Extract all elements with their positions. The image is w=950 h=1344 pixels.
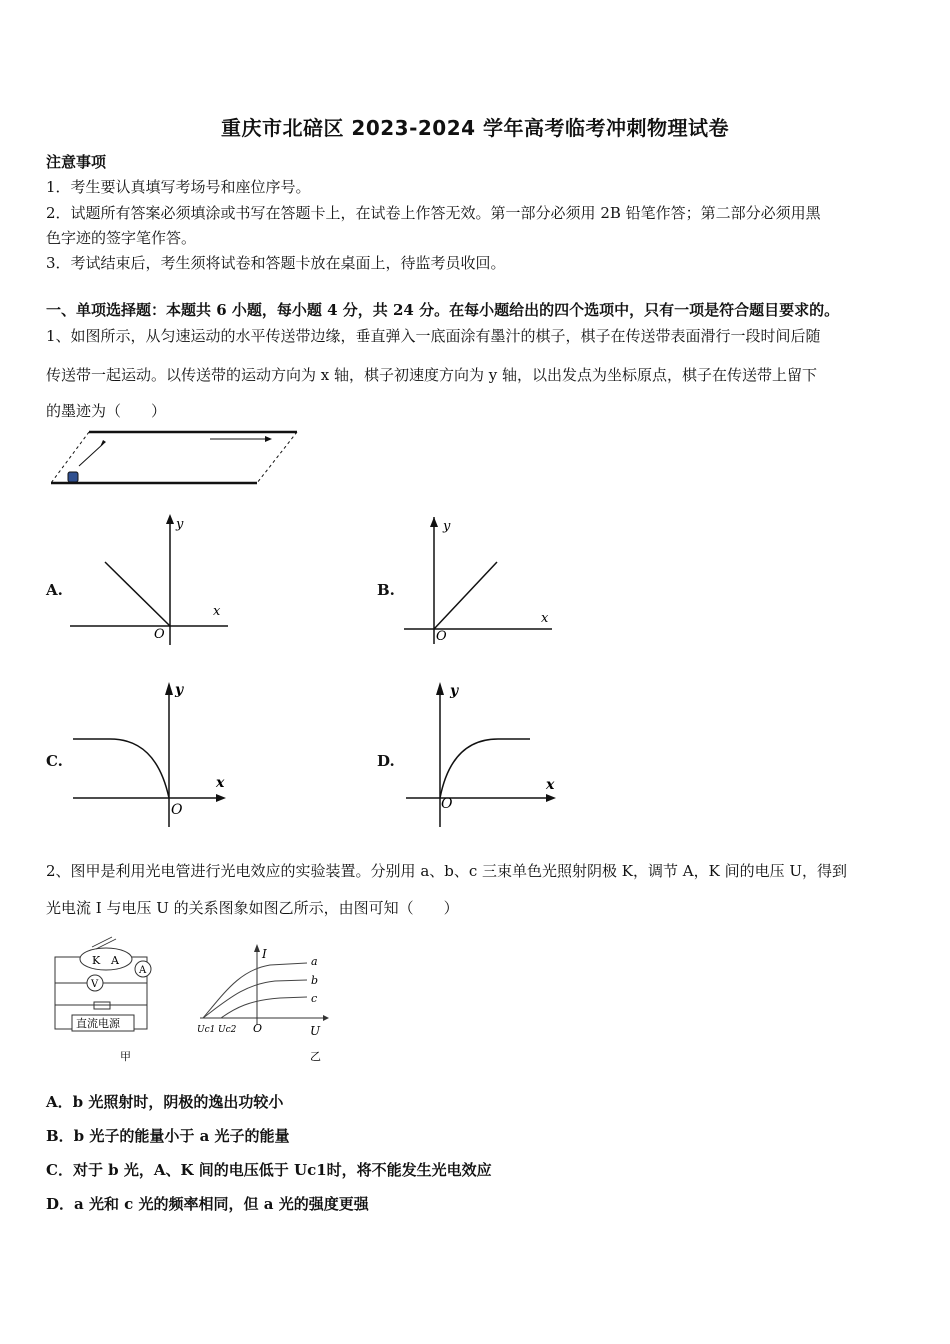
question-2-text: 光电流 I 与电压 U 的关系图象如图乙所示，由图可知（ ） bbox=[46, 899, 459, 917]
answer-option-d: D．a 光和 c 光的频率相同，但 a 光的强度更强 bbox=[46, 1195, 369, 1213]
y-axis-label: y bbox=[175, 682, 184, 698]
notice-item: 2．试题所有答案必须填涂或书写在答题卡上，在试卷上作答无效。第一部分必须用 2B 铅笔作答；第二部分必须用黑 bbox=[46, 204, 821, 222]
origin-label: O bbox=[154, 627, 165, 642]
y-axis-label: y bbox=[176, 517, 184, 532]
y-axis-label: y bbox=[450, 683, 459, 699]
curve-a-label: a bbox=[311, 955, 318, 968]
question-1-text: 的墨迹为（ ） bbox=[46, 402, 167, 420]
circuit-diagram bbox=[50, 935, 170, 1065]
origin-label: O bbox=[441, 796, 453, 812]
figure-caption: 甲 bbox=[120, 1050, 131, 1063]
option-a-label: A. bbox=[46, 581, 63, 599]
voltmeter-label: V bbox=[91, 979, 99, 990]
answer-option-b: B．b 光子的能量小于 a 光子的能量 bbox=[46, 1127, 290, 1145]
question-1-text: 传送带一起运动。以传送带的运动方向为 x 轴，棋子初速度方向为 y 轴，以出发点为坐标原点，棋子在传送带上留下 bbox=[46, 366, 818, 384]
origin-label: O bbox=[171, 802, 183, 818]
cathode-label: K bbox=[92, 954, 101, 967]
notice-item: 1．考生要认真填写考场号和座位序号。 bbox=[46, 178, 311, 196]
option-b-graph bbox=[400, 512, 570, 647]
option-d-graph bbox=[400, 677, 570, 832]
x-axis-label: x bbox=[541, 611, 549, 626]
notice-item: 色字迹的签字笔作答。 bbox=[46, 229, 197, 247]
option-d-label: D. bbox=[377, 752, 395, 770]
iu-graph bbox=[195, 940, 335, 1065]
ammeter-label: A bbox=[139, 965, 147, 976]
uc2-label: Uc2 bbox=[218, 1025, 237, 1035]
option-b-label: B. bbox=[377, 581, 395, 599]
curve-b-label: b bbox=[311, 974, 319, 987]
y-axis-label: y bbox=[443, 519, 451, 534]
conveyor-belt-figure bbox=[45, 428, 305, 490]
x-axis-label: x bbox=[213, 604, 221, 619]
anode-label: A bbox=[111, 954, 119, 967]
dc-source-label: 直流电源 bbox=[76, 1017, 120, 1030]
curve-c-label: c bbox=[311, 992, 318, 1005]
figure-caption: 乙 bbox=[310, 1050, 321, 1063]
question-1-text: 1、如图所示，从匀速运动的水平传送带边缘，垂直弹入一底面涂有墨汁的棋子，棋子在传送带表面滑行一段时间后随 bbox=[46, 327, 821, 345]
origin-label: O bbox=[436, 629, 447, 644]
notice-item: 3．考试结束后，考生须将试卷和答题卡放在桌面上，待监考员收回。 bbox=[46, 254, 506, 272]
uc1-label: Uc1 bbox=[197, 1025, 216, 1035]
page-title: 重庆市北碚区 2023-2024 学年高考临考冲刺物理试卷 bbox=[220, 116, 730, 140]
answer-option-c: C．对于 b 光，A、K 间的电压低于 Uc1时，将不能发生光电效应 bbox=[46, 1161, 492, 1179]
question-2-text: 2、图甲是利用光电管进行光电效应的实验装置。分别用 a、b、c 三束单色光照射阴极 K，调节 A，K 间的电压 U，得到 bbox=[46, 862, 847, 880]
answer-option-a: A．b 光照射时，阴极的逸出功较小 bbox=[46, 1093, 284, 1111]
option-c-label: C. bbox=[46, 752, 63, 770]
option-a-graph bbox=[70, 512, 240, 647]
section-heading: 一、单项选择题：本题共 6 小题，每小题 4 分，共 24 分。在每小题给出的四个选项中，只有一项是符合题目要求的。 bbox=[46, 301, 840, 319]
notice-heading: 注意事项 bbox=[46, 153, 107, 171]
current-axis-label: I bbox=[262, 947, 267, 961]
voltage-axis-label: U bbox=[310, 1024, 321, 1038]
x-axis-label: x bbox=[216, 775, 225, 791]
origin-label: O bbox=[253, 1022, 263, 1035]
option-c-graph bbox=[70, 677, 240, 832]
x-axis-label: x bbox=[546, 777, 555, 793]
